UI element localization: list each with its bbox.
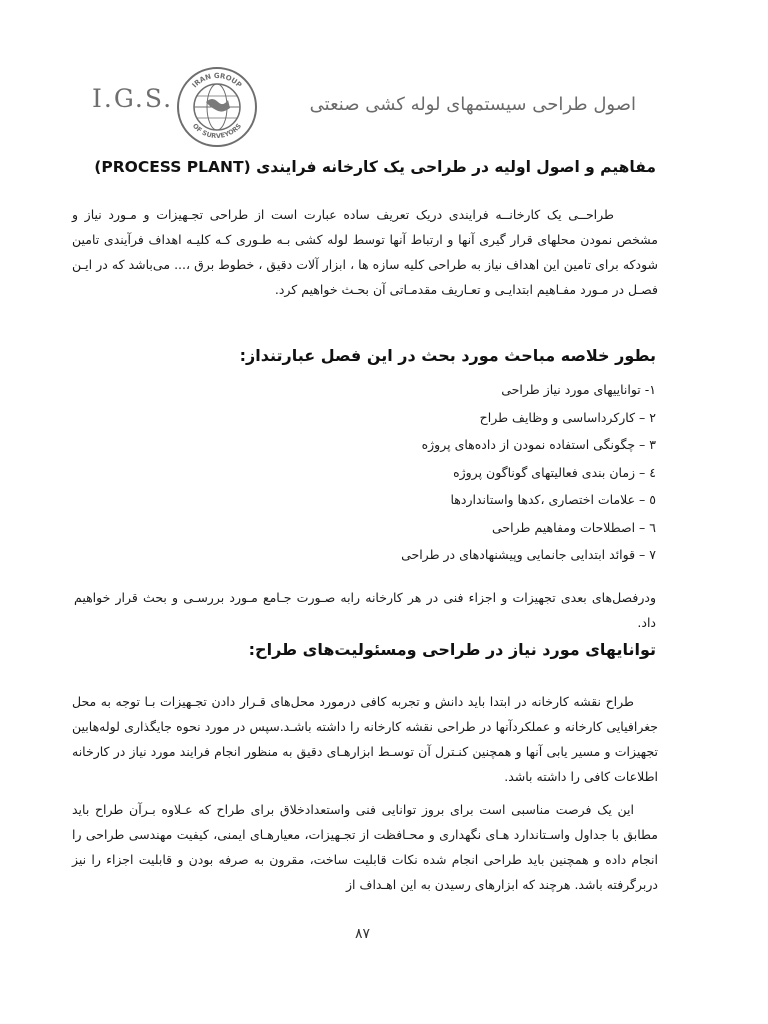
list-item: ۱- تواناییهای مورد نیاز طراحی (501, 382, 656, 397)
iran-group-of-surveyors-seal-icon (176, 66, 258, 148)
svg-text:IRAN GROUP: IRAN GROUP (190, 71, 244, 90)
list-item: ۳ – چگونگی استفاده نمودن از داده‌های پروژه (421, 437, 656, 452)
running-header-title: اصول طراحی سیستمهای لوله کشی صنعتی (309, 94, 636, 115)
intro-paragraph: طراحــی یک کارخانــه فرایندی دریک تعریف ساده عبارت است از طراحی تجـهیزات و مـورد نیاز و مشخص نمودن محلهای قرار گیری آنها و ارتباط آنها توسط لوله کشی بـه طـوری کـه کلیـه اهداف فرآیندی تامین شودکه برای تامین این اهداف نیاز به طراحی کلیه سازه ها ، ابزار آلات دقیق ، خطوط برق ،... می‌باشد که در ایـن فصـل در مـورد مفـاهیم ابتدایـی و تعـاریف مقدمـاتی آن بحـث خواهیم کرد. (72, 206, 658, 297)
svg-text:OF SURVEYORS: OF SURVEYORS (190, 121, 244, 141)
designer-knowledge-paragraph: طراح نقشه کارخانه در ابتدا باید دانش و تجربه کافی درمورد محل‌های قـرار دادن تجـهیزات بـا توجه به محل جغرافیایی کارخانه و عملکردآنها در طراحی نقشه کارخانه را داشته باشـد.سپس در مورد نحوه جایگذاری لوله‌هابین تجهیزات و مسیر یابی آنها و همچنین کنـترل آن توسـط ابزارهـای دقیق به منظور انجام فرایند مورد نیاز در کارخانه اطلاعات کافی را داشته باشد. (72, 693, 658, 784)
list-item: ٦ – اصطلاحات ومفاهیم طراحی (492, 519, 656, 535)
list-item: ۷ – قوائد ابتدایی جانمایی وپیشنهادهای در طراحی (401, 547, 656, 562)
following-chapters-paragraph: ودرفصل‌های بعدی تجهیزات و اجزاء فنی در هر کارخانه رابه صـورت جـامع مـورد بررسـی و بحث قرار خواهیم داد. (74, 589, 656, 630)
chapter-topics-list (96, 378, 656, 571)
list-item: ٤ – زمان بندی فعالیتهای گوناگون پروژه (453, 464, 656, 480)
list-item: ۲ – کارکرداساسی و وظایف طراح (479, 409, 656, 425)
section-heading-process-plant: مفاهیم و اصول اولیه در طراحی یک کارخانه فرایندی (PROCESS PLANT) (94, 158, 656, 176)
section-heading-designer-abilities: توانایهای مورد نیاز در طراحی ومسئولیت‌های طراح: (248, 640, 656, 659)
list-item: ٥ – علامات اختصاری ،کدها واستانداردها (450, 492, 656, 507)
section-heading-chapter-summary: بطور خلاصه مباحث مورد بحث در این فصل عبارتنداز: (239, 346, 656, 365)
page-number: ۸۷ (355, 926, 371, 942)
igs-logo-text: I.G.S. (92, 84, 174, 113)
designer-opportunity-paragraph: این یک فرصت مناسبی است برای بروز توانایی فنی واستعدادخلاق برای طراح که عـلاوه بـرآن طراح باید مطابق با جداول واسـتاندارد هـای نگهداری و محـافظت از تجـهیزات، معیارهـای ایمنی، کیفیت مهندسی طراحی را انجام داده و همچنین باید طراحی انجام شده نکات قابلیت ساخت، مقرون به صرفه بودن و قابلیت اجزاء را نیز دربرگرفته باشد. هرچند که ابزارهای رسیدن به این اهـداف از (72, 801, 658, 892)
